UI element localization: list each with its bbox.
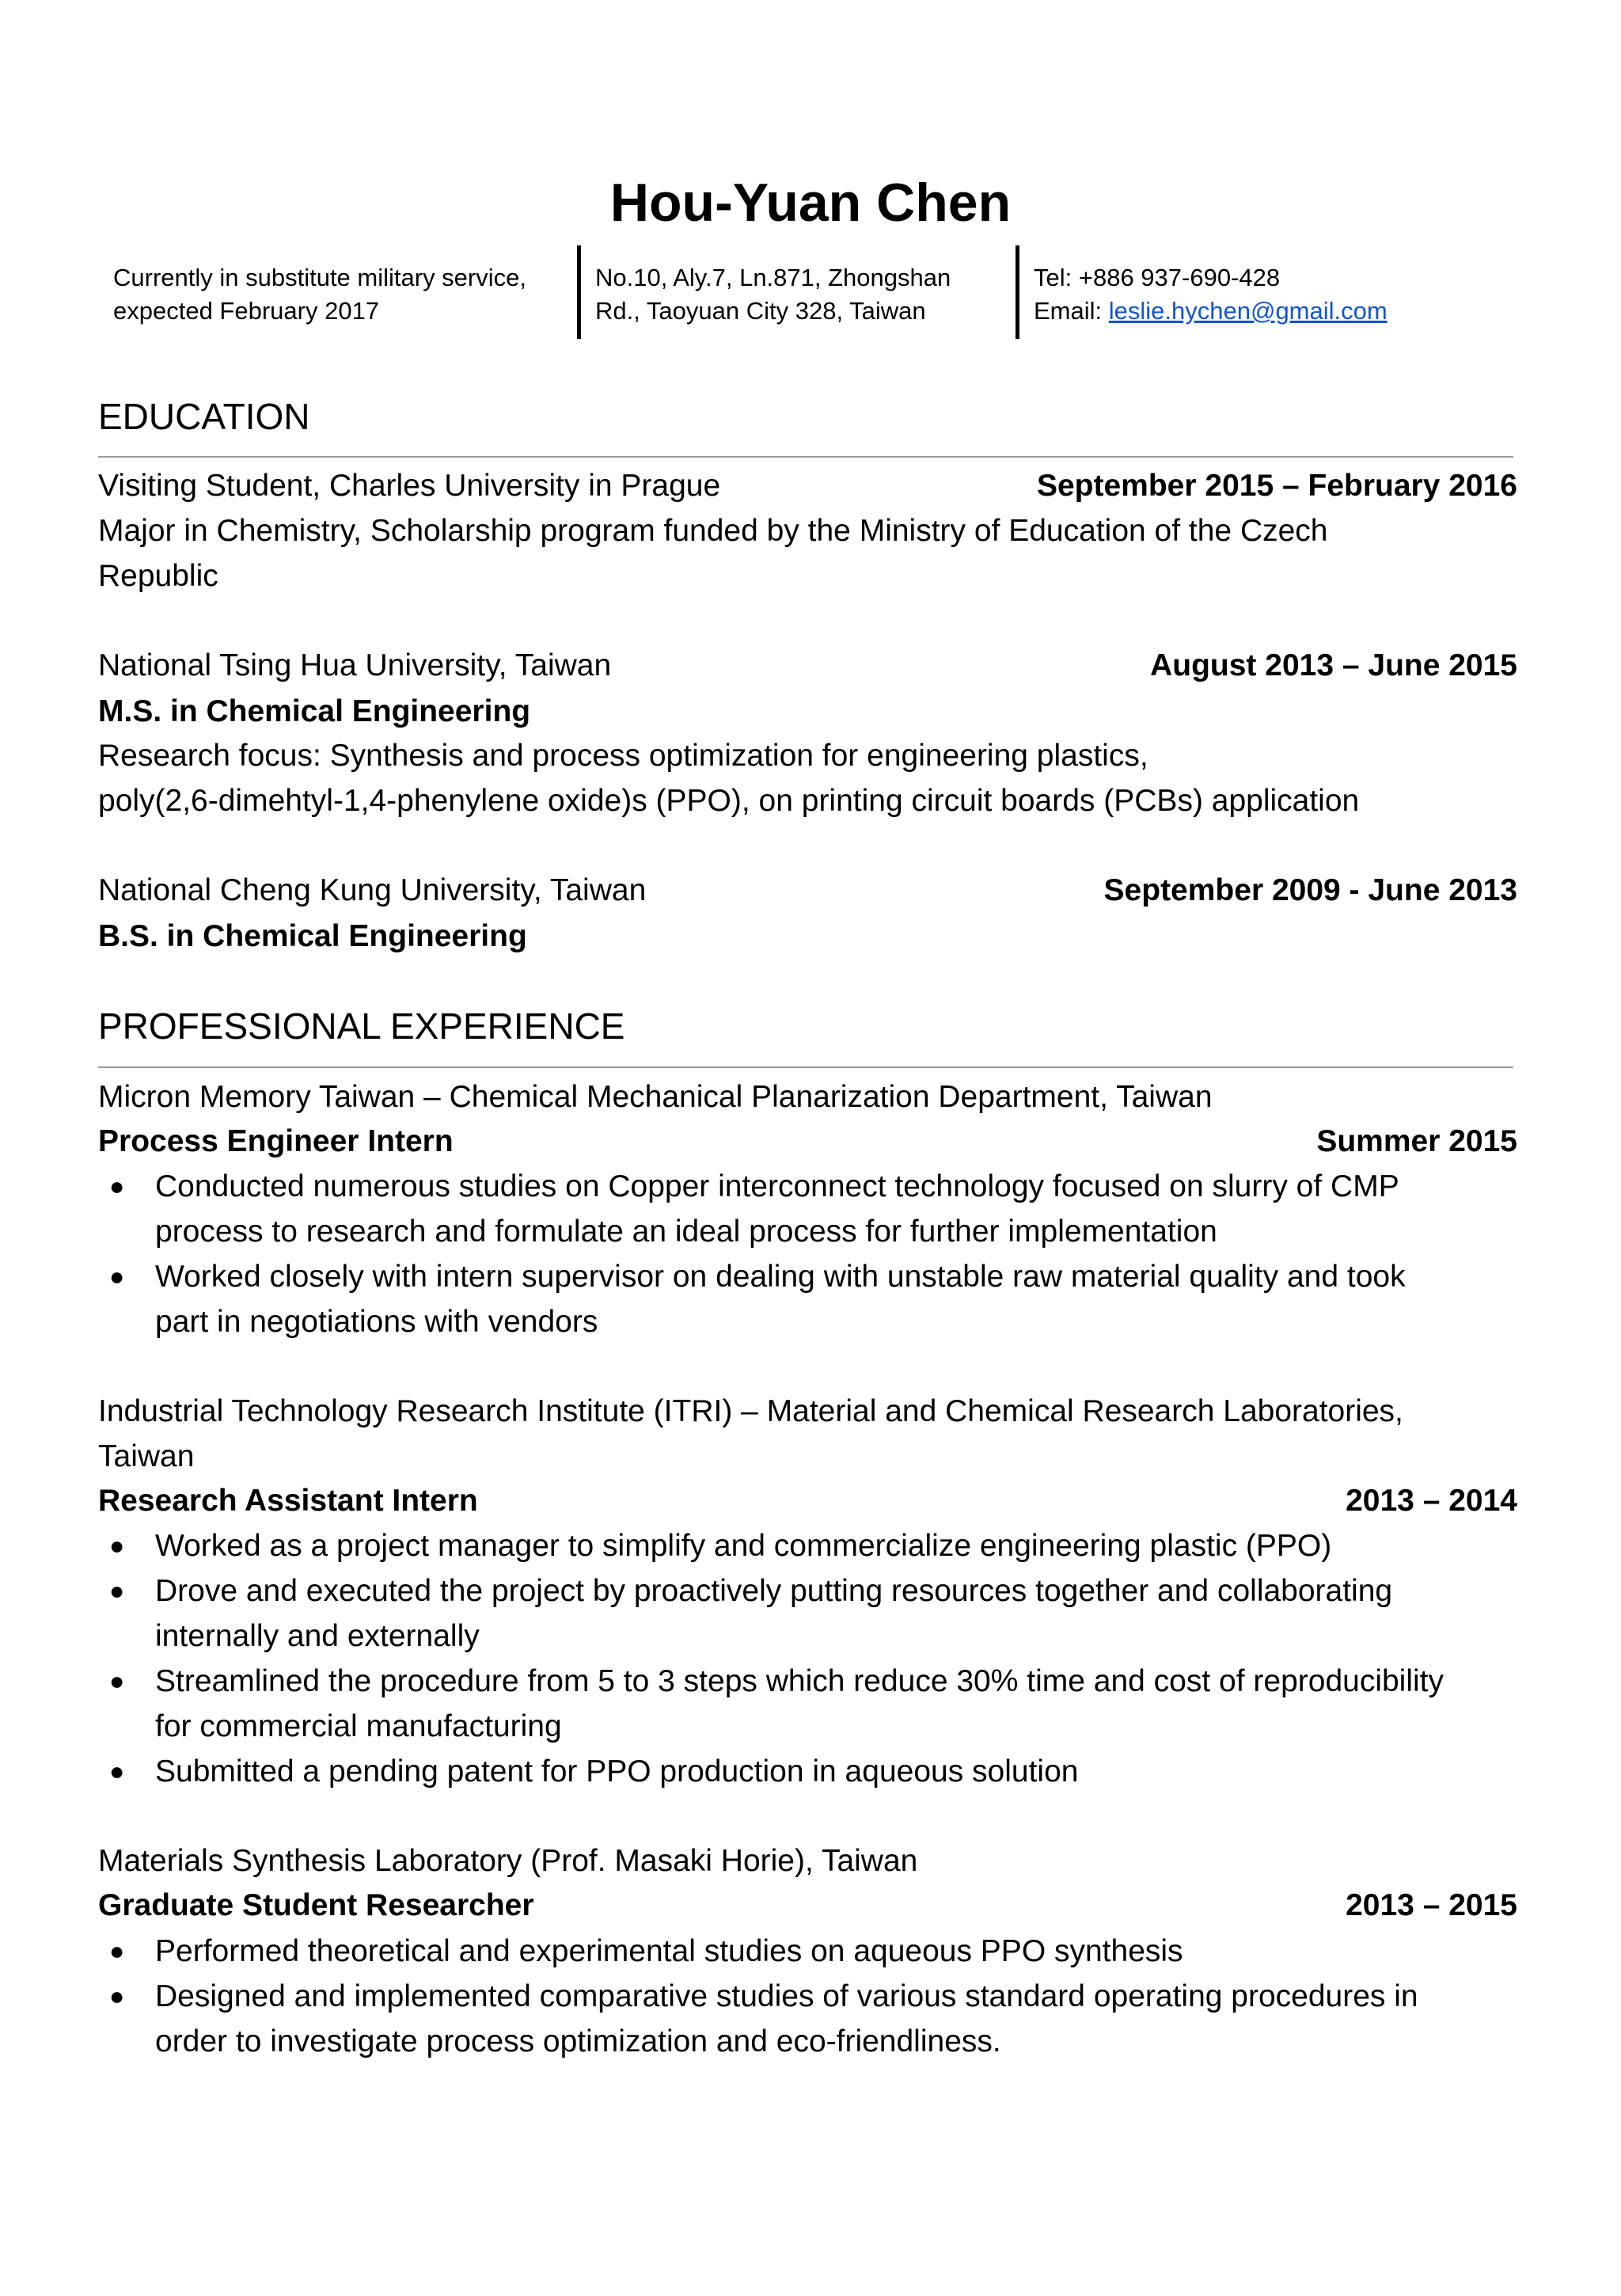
education-heading: EDUCATION bbox=[98, 396, 310, 437]
bullet-list bbox=[98, 1164, 1523, 1344]
dates: August 2013 – June 2015 bbox=[1150, 648, 1517, 682]
bullet-line: Submitted a pending patent for PPO production in aqueous solution bbox=[155, 1754, 1079, 1789]
bullet-icon: ● bbox=[109, 1667, 125, 1695]
address-line: No.10, Aly.7, Ln.871, Zhongshan bbox=[595, 264, 951, 291]
list-item bbox=[98, 1164, 1523, 1254]
email-link[interactable]: leslie.hychen@gmail.com bbox=[1108, 297, 1388, 325]
education-entry-header bbox=[98, 869, 1517, 913]
institution: Visiting Student, Charles University in Prague bbox=[98, 469, 721, 503]
bullet-line: Performed theoretical and experimental studies on aqueous PPO synthesis bbox=[155, 1934, 1183, 1968]
organization: Taiwan bbox=[98, 1439, 195, 1473]
bullet-line: for commercial manufacturing bbox=[155, 1709, 562, 1743]
list-item bbox=[98, 1659, 1523, 1749]
bullet-icon: ● bbox=[109, 1576, 125, 1605]
bullet-line: Worked as a project manager to simplify and commercialize engineering plastic (PPO) bbox=[155, 1529, 1332, 1563]
list-item bbox=[98, 1929, 1523, 1974]
education-detail: poly(2,6-dimehtyl-1,4-phenylene oxide)s (PPO), on printing circuit boards (PCBs) application bbox=[98, 784, 1360, 818]
bullet-icon: ● bbox=[109, 1172, 125, 1200]
dates: September 2015 – February 2016 bbox=[1036, 469, 1517, 503]
bullet-line: order to investigate process optimization and eco-friendliness. bbox=[155, 2024, 1001, 2058]
list-item bbox=[98, 1254, 1523, 1344]
institution: National Tsing Hua University, Taiwan bbox=[98, 648, 612, 682]
list-item bbox=[98, 1749, 1523, 1794]
email-line bbox=[1034, 295, 1388, 328]
bullet-line: Streamlined the procedure from 5 to 3 steps which reduce 30% time and cost of reproducibility bbox=[155, 1664, 1444, 1698]
bullet-line: Conducted numerous studies on Copper interconnect technology focused on slurry of CMP bbox=[155, 1169, 1399, 1203]
role-title: Process Engineer Intern bbox=[98, 1124, 454, 1158]
dates: 2013 – 2014 bbox=[1346, 1484, 1517, 1518]
education-entry-header bbox=[98, 464, 1517, 508]
role-header bbox=[98, 1884, 1517, 1928]
role-title: Graduate Student Researcher bbox=[98, 1888, 534, 1922]
education-detail: Major in Chemistry, Scholarship program funded by the Ministry of Education of the Czech bbox=[98, 514, 1328, 548]
header-divider bbox=[577, 245, 581, 339]
dates: September 2009 - June 2013 bbox=[1103, 873, 1517, 907]
role-header bbox=[98, 1479, 1517, 1523]
bullet-icon: ● bbox=[109, 1937, 125, 1965]
bullet-icon: ● bbox=[109, 1757, 125, 1785]
resume-name: Hou-Yuan Chen bbox=[609, 173, 1012, 233]
address bbox=[595, 261, 951, 328]
section-divider bbox=[98, 1066, 1513, 1068]
bullet-line: part in negotiations with vendors bbox=[155, 1305, 598, 1339]
education-entry-header bbox=[98, 644, 1517, 688]
bullet-line: Designed and implemented comparative studies of various standard operating procedures in bbox=[155, 1979, 1418, 2013]
list-item bbox=[98, 1974, 1523, 2064]
education-detail: Republic bbox=[98, 559, 218, 593]
degree: M.S. in Chemical Engineering bbox=[98, 694, 531, 728]
address-line: Rd., Taoyuan City 328, Taiwan bbox=[595, 297, 926, 325]
organization: Materials Synthesis Laboratory (Prof. Masaki Horie), Taiwan bbox=[98, 1844, 918, 1878]
bullet-icon: ● bbox=[109, 1531, 125, 1560]
bullet-line: process to research and formulate an ideal process for further implementation bbox=[155, 1215, 1217, 1249]
degree: B.S. in Chemical Engineering bbox=[98, 919, 527, 953]
section-divider bbox=[98, 456, 1513, 458]
experience-heading: PROFESSIONAL EXPERIENCE bbox=[98, 1005, 625, 1047]
bullet-icon: ● bbox=[109, 1262, 125, 1291]
status-line: expected February 2017 bbox=[113, 297, 380, 325]
role-title: Research Assistant Intern bbox=[98, 1484, 478, 1518]
organization: Industrial Technology Research Institute (ITRI) – Material and Chemical Research Laboratories, bbox=[98, 1394, 1403, 1428]
education-detail: Research focus: Synthesis and process optimization for engineering plastics, bbox=[98, 739, 1148, 773]
header-divider bbox=[1015, 245, 1019, 339]
status-line: Currently in substitute military service, bbox=[113, 264, 526, 291]
bullet-list bbox=[98, 1929, 1523, 2064]
bullet-list bbox=[98, 1523, 1523, 1794]
organization: Micron Memory Taiwan – Chemical Mechanical Planarization Department, Taiwan bbox=[98, 1080, 1213, 1114]
bullet-line: Drove and executed the project by proactively putting resources together and collaborating bbox=[155, 1574, 1393, 1608]
bullet-line: internally and externally bbox=[155, 1619, 480, 1653]
military-status bbox=[113, 261, 526, 328]
list-item bbox=[98, 1523, 1523, 1568]
bullet-line: Worked closely with intern supervisor on dealing with unstable raw material quality and took bbox=[155, 1260, 1406, 1294]
phone: Tel: +886 937-690-428 bbox=[1034, 264, 1281, 291]
contact-info bbox=[1034, 261, 1388, 328]
dates: Summer 2015 bbox=[1316, 1124, 1517, 1158]
dates: 2013 – 2015 bbox=[1346, 1888, 1517, 1922]
email-label: Email: bbox=[1034, 297, 1109, 325]
institution: National Cheng Kung University, Taiwan bbox=[98, 873, 647, 907]
bullet-icon: ● bbox=[109, 1982, 125, 2010]
role-header bbox=[98, 1119, 1517, 1164]
list-item bbox=[98, 1568, 1523, 1659]
